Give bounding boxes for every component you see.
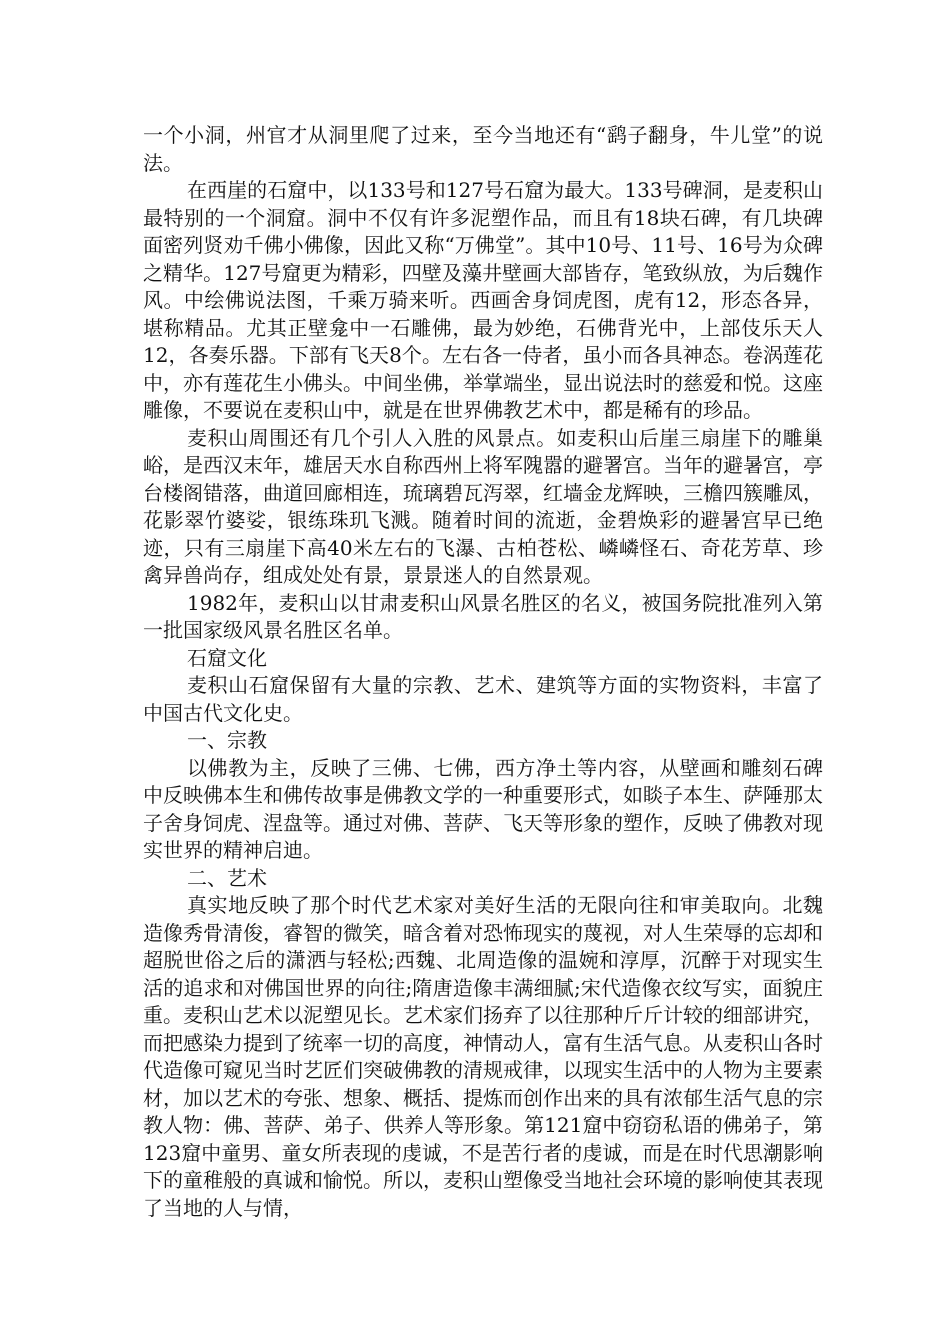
paragraph-art: 真实地反映了那个时代艺术家对美好生活的无限向往和审美取向。北魏造像秀骨清俊，睿智的微笑，暗含着对恐怖现实的蔑视，对人生荣辱的忘却和超脱世俗之后的潇洒与轻松;西魏、北周造像的温婉和淳厚，沉醉于对现实生活的追求和对佛国世界的向往;隋唐造像丰满细腻;宋代造像衣纹写实，面貌庄重。麦积山艺术以泥塑见长。艺术家们扬弃了以往那种斤斤计较的细部讲究，而把感染力提到了统率一切的高度，神情动人，富有生活气息。从麦积山各时代造像可窥见当时艺匠们突破佛教的清规戒律，以现实生活中的人物为主要素材，加以艺术的夸张、想象、概括、提炼而创作出来的具有浓郁生活气息的宗教人物：佛、菩萨、弟子、供养人等形象。第121窟中窃窃私语的佛弟子，第123窟中童男、童女所表现的虔诚，不是苦行者的虔诚，而是在时代思潮影响下的童稚般的真诚和愉悦。所以，麦积山塑像受当地社会环境的影响使其表现了当地的人与情， xyxy=(143,893,823,1220)
paragraph-cave-culture-intro: 麦积山石窟保留有大量的宗教、艺术、建筑等方面的实物资料，丰富了中国古代文化史。 xyxy=(143,673,823,725)
paragraph-religion: 以佛教为主，反映了三佛、七佛，西方净土等内容，从壁画和雕刻石碑中反映佛本生和佛传故事是佛教文学的一种重要形式，如睒子本生、萨陲那太子舍身饲虎、涅盘等。通过对佛、菩萨、飞天等形象的塑作，反映了佛教对现实世界的精神启迪。 xyxy=(143,755,823,862)
paragraph-surrounding-scenery: 麦积山周围还有几个引人入胜的风景点。如麦积山后崖三扇崖下的雕巢峪，是西汉末年，雄居天水自称西州上将军隗嚣的避署宫。当年的避暑宫，亭台楼阁错落，曲道回廊相连，琉璃碧瓦泻翠，红墙金龙辉映，三檐四簇雕凤，花影翠竹婆娑，银练珠玑飞溅。随着时间的流逝，金碧焕彩的避暑宫早已绝迹，只有三扇崖下高40米左右的飞瀑、古柏苍松、嶙嶙怪石、奇花芳草、珍禽异兽尚存，组成处处有景，景景迷人的自然景观。 xyxy=(143,425,823,587)
paragraph-continuation: 一个小洞，州官才从洞里爬了过来，至今当地还有“鹞子翻身，牛儿堂”的说法。 xyxy=(143,123,823,175)
section-heading-cave-culture: 石窟文化 xyxy=(187,645,267,670)
paragraph-west-cliff-caves: 在西崖的石窟中，以133号和127号石窟为最大。133号碑洞，是麦积山最特别的一个洞窟。洞中不仅有许多泥塑作品，而且有18块石碑，有几块碑面密列贤劝千佛小佛像，因此又称“万佛堂”。其中10号、11号、16号为众碑之精华。127号窟更为精彩，四壁及藻井壁画大部皆存，笔致纵放，为后魏作风。中绘佛说法图，千乘万骑来听。西画舍身饲虎图，虎有12，形态各异，堪称精品。尤其正壁龛中一石雕佛，最为妙绝，石佛背光中，上部伎乐天人12，各奏乐器。下部有飞天8个。左右各一侍者，虽小而各具神态。卷涡莲花中，亦有莲花生小佛头。中间坐佛，举掌端坐，显出说法时的慈爱和悦。这座雕像，不要说在麦积山中，就是在世界佛教艺术中，都是稀有的珍品。 xyxy=(143,178,823,422)
section-heading-religion: 一、宗教 xyxy=(187,728,267,752)
section-heading-art: 二、艺术 xyxy=(187,865,267,890)
paragraph-1982-listing: 1982年，麦积山以甘肃麦积山风景名胜区的名义，被国务院批准列入第一批国家级风景名胜区名单。 xyxy=(143,590,823,642)
document-body xyxy=(143,122,823,1222)
